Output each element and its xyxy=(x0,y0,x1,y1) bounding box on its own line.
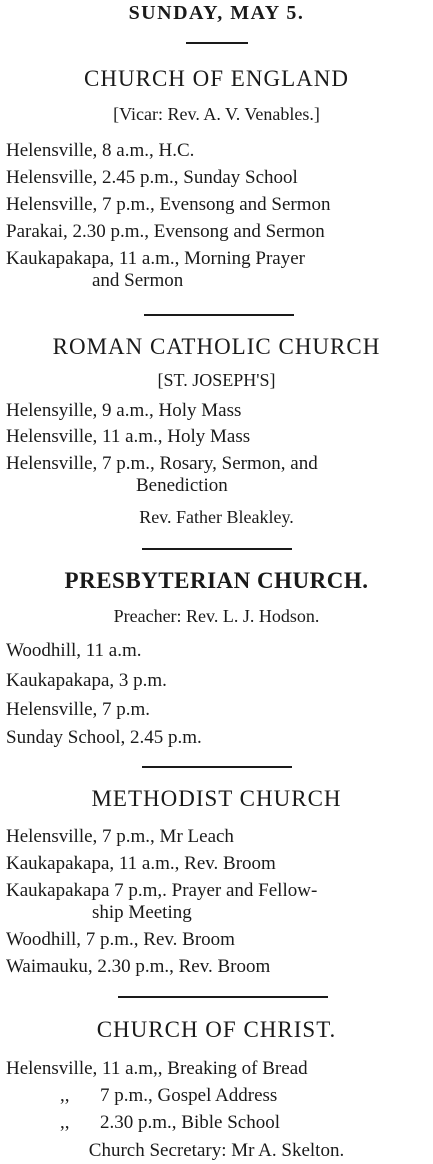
service-line: Kaukapakapa, 3 p.m. xyxy=(6,670,167,691)
section-title-church-of-christ: CHURCH OF CHRIST. xyxy=(96,1017,337,1042)
service-line: Helensville, 8 a.m., H.C. xyxy=(6,140,195,161)
section-subtitle-preacher: Preacher: Rev. L. J. Hodson. xyxy=(113,606,320,626)
service-line: Woodhill, 7 p.m., Rev. Broom xyxy=(6,929,235,950)
divider xyxy=(142,766,292,768)
service-line: Waimauku, 2.30 p.m., Rev. Broom xyxy=(6,956,271,977)
service-line: Helensville, 7 p.m., Evensong and Sermon xyxy=(6,194,331,215)
service-line: Helensville, 2.45 p.m., Sunday School xyxy=(6,167,298,188)
section-subtitle-vicar: [Vicar: Rev. A. V. Venables.] xyxy=(113,104,320,124)
service-line: Helensville, 7 p.m. xyxy=(6,699,151,720)
service-line: Helensville, 7 p.m., Rosary, Sermon, and xyxy=(6,453,318,474)
service-line: Parakai, 2.30 p.m., Evensong and Sermon xyxy=(6,221,325,242)
section-footer-priest: Rev. Father Bleakley. xyxy=(139,507,294,527)
service-line: Helensyille, 9 a.m., Holy Mass xyxy=(6,400,242,421)
service-line-continued: Benediction xyxy=(136,475,228,496)
section-subtitle-st-josephs: [ST. JOSEPH'S] xyxy=(157,370,276,390)
service-line: Helensville, 7 p.m., Mr Leach xyxy=(6,826,234,847)
page-title: SUNDAY, MAY 5. xyxy=(128,2,305,24)
section-footer-secretary: Church Secretary: Mr A. Skelton. xyxy=(88,1140,345,1161)
service-line-continued: ship Meeting xyxy=(92,902,192,923)
service-line: 2.30 p.m., Bible School xyxy=(100,1112,280,1133)
divider xyxy=(142,548,292,550)
divider xyxy=(144,314,294,316)
service-line: Sunday School, 2.45 p.m. xyxy=(6,727,202,748)
service-line-continued: and Sermon xyxy=(92,270,184,291)
ditto-mark: ,, xyxy=(60,1112,70,1133)
section-title-presbyterian-church: PRESBYTERIAN CHURCH. xyxy=(64,568,369,593)
service-line: Helensville, 11 a.m., Holy Mass xyxy=(6,426,251,447)
service-line: Helensville, 11 a.m,, Breaking of Bread xyxy=(6,1058,308,1079)
service-line: Woodhill, 11 a.m. xyxy=(6,640,142,661)
section-title-church-of-england: CHURCH OF ENGLAND xyxy=(84,66,349,91)
divider xyxy=(118,996,328,998)
section-title-roman-catholic-church: ROMAN CATHOLIC CHURCH xyxy=(52,334,381,359)
service-line: 7 p.m., Gospel Address xyxy=(100,1085,278,1106)
section-title-methodist-church: METHODIST CHURCH xyxy=(91,786,342,811)
divider xyxy=(186,42,248,44)
service-line: Kaukapakapa, 11 a.m., Rev. Broom xyxy=(6,853,276,874)
ditto-mark: ,, xyxy=(60,1085,70,1106)
service-line: Kaukapakapa 7 p.m,. Prayer and Fellow- xyxy=(6,880,318,901)
service-line: Kaukapakapa, 11 a.m., Morning Prayer xyxy=(6,248,305,269)
